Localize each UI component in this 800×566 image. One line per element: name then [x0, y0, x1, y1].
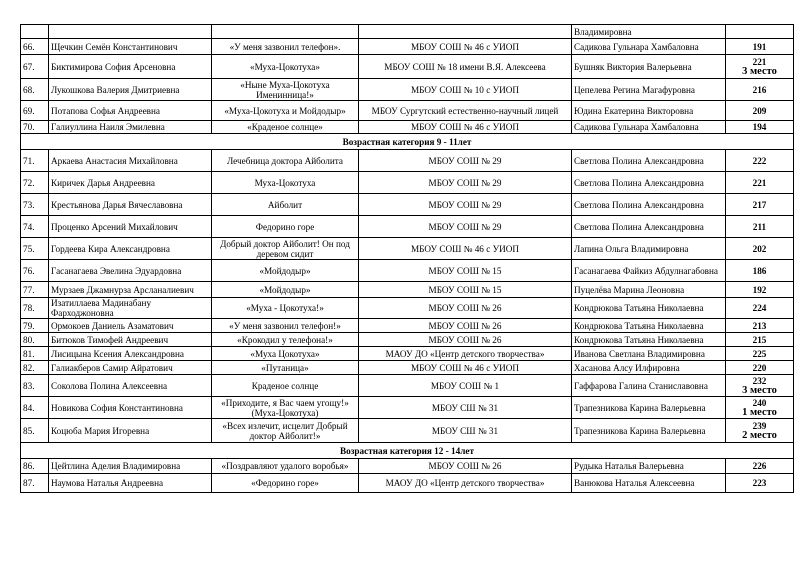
cell-teacher: Светлова Полина Александровна — [572, 150, 726, 172]
score-value: 221 — [752, 56, 767, 67]
cell-work-title: «Путаница» — [212, 361, 359, 375]
cell-score — [726, 260, 794, 282]
cell-number: 77. — [21, 282, 49, 298]
cell-school: МБОУ СОШ № 26 — [359, 319, 572, 333]
cell-teacher: Кондрюкова Татьяна Николаевна — [572, 333, 726, 347]
age-category-heading: Возрастная категория 12 - 14лет — [21, 443, 794, 459]
score-value: 213 — [752, 320, 767, 331]
cell-number: 78. — [21, 298, 49, 319]
cell-number: 73. — [21, 194, 49, 216]
cell-number: 71. — [21, 150, 49, 172]
cell-name: Лукошкова Валерия Дмитриевна — [49, 79, 212, 101]
cell-score — [726, 419, 794, 443]
cell-score — [726, 25, 794, 39]
participant-row — [21, 298, 794, 319]
cell-score — [726, 459, 794, 474]
participant-row — [21, 474, 794, 493]
score-value: 224 — [752, 303, 767, 313]
cell-teacher: Кондрюкова Татьяна Николаевна — [572, 298, 726, 319]
cell-teacher: Бушняк Виктория Валерьевна — [572, 55, 726, 79]
participant-row — [21, 459, 794, 474]
cell-name: Лисицына Ксения Александровна — [49, 347, 212, 361]
cell-work-title: «Крокодил у телефона!» — [212, 333, 359, 347]
cell-school: МБОУ СОШ № 26 — [359, 459, 572, 474]
cell-work-title: Добрый доктор Айболит! Он под деревом сидит — [212, 238, 359, 260]
cell-number: 67. — [21, 55, 49, 79]
score-value: 217 — [752, 199, 767, 210]
continuation-row — [21, 25, 794, 39]
cell-school: МБОУ СОШ № 29 — [359, 194, 572, 216]
cell-work-title: «Федорино горе» — [212, 474, 359, 493]
participant-row — [21, 333, 794, 347]
cell-work-title: «Мойдодыр» — [212, 260, 359, 282]
cell-school: МБОУ Сургутский естественно-научный лицей — [359, 101, 572, 121]
participant-row — [21, 260, 794, 282]
participant-row — [21, 172, 794, 194]
cell-score — [726, 172, 794, 194]
cell-work-title: «Ныне Муха-Цокотуха Именинница!» — [212, 79, 359, 101]
cell-school: МАОУ ДО «Центр детского творчества» — [359, 474, 572, 493]
score-value: 223 — [752, 478, 767, 488]
score-value: 225 — [752, 348, 767, 359]
participant-row — [21, 397, 794, 419]
participant-row — [21, 319, 794, 333]
category-header-row — [21, 134, 794, 150]
cell-work-title: Муха-Цокотуха — [212, 172, 359, 194]
cell-school: МБОУ СОШ № 10 с УИОП — [359, 79, 572, 101]
cell-work-title: Лечебница доктора Айболита — [212, 150, 359, 172]
cell-name: Галиуллина Наиля Эмилевна — [49, 121, 212, 134]
cell-work-title: «Поздравляют удалого воробья» — [212, 459, 359, 474]
cell-score — [726, 319, 794, 333]
participant-row — [21, 150, 794, 172]
cell-number: 66. — [21, 39, 49, 55]
cell-score — [726, 216, 794, 238]
cell-number: 72. — [21, 172, 49, 194]
cell-number: 76. — [21, 260, 49, 282]
cell-teacher: Гасанагаева Файкиз Абдулнагабовна — [572, 260, 726, 282]
participant-row — [21, 361, 794, 375]
cell-school: МБОУ СОШ № 15 — [359, 260, 572, 282]
cell-work-title: «Приходите, я Вас чаем угощу!» (Муха-Цокотуха) — [212, 397, 359, 419]
cell-number: 69. — [21, 101, 49, 121]
participant-row — [21, 121, 794, 134]
cell-school: МБОУ СОШ № 46 с УИОП — [359, 121, 572, 134]
cell-teacher: Светлова Полина Александровна — [572, 172, 726, 194]
cell-score — [726, 474, 794, 493]
participant-row — [21, 419, 794, 443]
cell-teacher: Лапина Ольга Владимировна — [572, 238, 726, 260]
cell-name: Новикова София Константиновна — [49, 397, 212, 419]
cell-school: МБОУ СОШ № 26 — [359, 333, 572, 347]
cell-number: 80. — [21, 333, 49, 347]
cell-school: МБОУ СОШ № 26 — [359, 298, 572, 319]
cell-name: Битюков Тимофей Андреевич — [49, 333, 212, 347]
cell-work-title — [212, 25, 359, 39]
cell-school: МБОУ СШ № 31 — [359, 397, 572, 419]
participant-row — [21, 216, 794, 238]
cell-work-title: «У меня зазвонил телефон». — [212, 39, 359, 55]
cell-teacher: Трапезникова Карина Валерьевна — [572, 397, 726, 419]
cell-name: Гасанагаева Эвелина Эдуардовна — [49, 260, 212, 282]
cell-work-title: Айболит — [212, 194, 359, 216]
results-table — [20, 24, 794, 493]
cell-name: Изатиллаева Мадинабану Фарходжоновна — [49, 298, 212, 319]
cell-school: МБОУ СОШ № 18 имени В.Я. Алексеева — [359, 55, 572, 79]
cell-teacher: Хасанова Алсу Илфировна — [572, 361, 726, 375]
cell-score — [726, 397, 794, 419]
cell-work-title: Федорино горе — [212, 216, 359, 238]
cell-score — [726, 238, 794, 260]
cell-teacher: Садикова Гульнара Хамбаловна — [572, 121, 726, 134]
cell-number: 81. — [21, 347, 49, 361]
cell-school: МБОУ СОШ № 46 с УИОП — [359, 361, 572, 375]
cell-teacher: Светлова Полина Александровна — [572, 194, 726, 216]
score-value: 222 — [752, 155, 767, 166]
cell-score — [726, 375, 794, 397]
cell-teacher: Цепелева Регина Магафуровна — [572, 79, 726, 101]
cell-name: Аркаева Анастасия Михайловна — [49, 150, 212, 172]
cell-work-title: Краденое солнце — [212, 375, 359, 397]
score-value: 192 — [752, 284, 767, 295]
cell-number: 70. — [21, 121, 49, 134]
cell-number: 85. — [21, 419, 49, 443]
score-value: 239 — [752, 420, 767, 431]
category-header-row — [21, 443, 794, 459]
cell-number: 84. — [21, 397, 49, 419]
cell-teacher: Кондрюкова Татьяна Николаевна — [572, 319, 726, 333]
score-value: 211 — [752, 221, 767, 232]
cell-teacher: Трапезникова Карина Валерьевна — [572, 419, 726, 443]
place-award: 1 место — [742, 406, 777, 418]
score-value: 216 — [752, 84, 767, 95]
participant-row — [21, 375, 794, 397]
cell-number: 87. — [21, 474, 49, 493]
cell-name: Мурзаев Джамнурза Арсланалиевич — [49, 282, 212, 298]
cell-teacher: Юдина Екатерина Викторовна — [572, 101, 726, 121]
participant-row — [21, 282, 794, 298]
cell-name: Наумова Наталья Андреевна — [49, 474, 212, 493]
cell-teacher: Пуцелёва Марина Леоновна — [572, 282, 726, 298]
score-value: 232 — [752, 375, 767, 386]
participant-row — [21, 101, 794, 121]
cell-school — [359, 25, 572, 39]
cell-work-title: «Муха-Цокотуха» — [212, 55, 359, 79]
score-value: 220 — [752, 362, 767, 373]
cell-name — [49, 25, 212, 39]
score-value: 186 — [752, 265, 767, 276]
cell-score — [726, 333, 794, 347]
score-value: 226 — [752, 461, 767, 471]
cell-teacher: Ванюкова Наталья Алексеевна — [572, 474, 726, 493]
cell-school: МБОУ СШ № 31 — [359, 419, 572, 443]
cell-school: МБОУ СОШ № 15 — [359, 282, 572, 298]
cell-work-title: «Муха-Цокотуха и Мойдодыр» — [212, 101, 359, 121]
cell-name: Киричек Дарья Андреевна — [49, 172, 212, 194]
score-value: 202 — [752, 243, 767, 254]
cell-score — [726, 150, 794, 172]
cell-school: МБОУ СОШ № 46 с УИОП — [359, 39, 572, 55]
cell-work-title: «У меня зазвонил телефон!» — [212, 319, 359, 333]
participant-row — [21, 79, 794, 101]
participant-row — [21, 238, 794, 260]
cell-name: Крестьянова Дарья Вячеславовна — [49, 194, 212, 216]
cell-school: МБОУ СОШ № 1 — [359, 375, 572, 397]
participant-row — [21, 194, 794, 216]
cell-name: Биктимирова София Арсеновна — [49, 55, 212, 79]
cell-score — [726, 79, 794, 101]
cell-teacher: Светлова Полина Александровна — [572, 216, 726, 238]
cell-number: 75. — [21, 238, 49, 260]
cell-number — [21, 25, 49, 39]
cell-name: Ормокоев Даниель Азаматович — [49, 319, 212, 333]
cell-name: Цейтлина Аделия Владимировна — [49, 459, 212, 474]
cell-score — [726, 39, 794, 55]
cell-score — [726, 282, 794, 298]
place-award: 3 место — [742, 384, 777, 396]
cell-score — [726, 298, 794, 319]
score-value: 209 — [752, 105, 767, 116]
cell-school: МБОУ СОШ № 46 с УИОП — [359, 238, 572, 260]
age-category-heading: Возрастная категория 9 - 11лет — [21, 134, 794, 150]
cell-name: Щечкин Семён Константинович — [49, 39, 212, 55]
cell-teacher: Иванова Светлана Владимировна — [572, 347, 726, 361]
cell-number: 68. — [21, 79, 49, 101]
cell-name: Галиакберов Самир Айратович — [49, 361, 212, 375]
cell-name: Коцюба Мария Игоревна — [49, 419, 212, 443]
cell-number: 83. — [21, 375, 49, 397]
score-value: 194 — [752, 122, 767, 132]
cell-school: МАОУ ДО «Центр детского творчества» — [359, 347, 572, 361]
score-value: 240 — [752, 397, 767, 408]
cell-score — [726, 361, 794, 375]
cell-work-title: «Всех излечит, исцелит Добрый доктор Айболит!» — [212, 419, 359, 443]
cell-teacher: Рудыка Наталья Валерьевна — [572, 459, 726, 474]
cell-score — [726, 101, 794, 121]
cell-teacher: Владимировна — [572, 25, 726, 39]
score-value: 221 — [752, 177, 767, 188]
cell-work-title: «Краденое солнце» — [212, 121, 359, 134]
cell-number: 82. — [21, 361, 49, 375]
cell-score — [726, 55, 794, 79]
score-value: 191 — [752, 41, 767, 52]
cell-teacher: Гаффарова Галина Станиславовна — [572, 375, 726, 397]
cell-name: Гордеева Кира Александровна — [49, 238, 212, 260]
cell-name: Проценко Арсений Михайлович — [49, 216, 212, 238]
cell-score — [726, 194, 794, 216]
cell-school: МБОУ СОШ № 29 — [359, 150, 572, 172]
score-value: 215 — [752, 334, 767, 345]
cell-work-title: «Муха Цокотуха» — [212, 347, 359, 361]
cell-number: 79. — [21, 319, 49, 333]
cell-name: Соколова Полина Алексеевна — [49, 375, 212, 397]
results-table-body — [21, 25, 794, 493]
cell-score — [726, 121, 794, 134]
cell-school: МБОУ СОШ № 29 — [359, 216, 572, 238]
cell-work-title: «Мойдодыр» — [212, 282, 359, 298]
place-award: 3 место — [742, 65, 777, 77]
participant-row — [21, 55, 794, 79]
cell-name: Потапова Софья Андреевна — [49, 101, 212, 121]
cell-number: 74. — [21, 216, 49, 238]
cell-school: МБОУ СОШ № 29 — [359, 172, 572, 194]
participant-row — [21, 39, 794, 55]
cell-number: 86. — [21, 459, 49, 474]
cell-score — [726, 347, 794, 361]
cell-work-title: «Муха - Цокотуха!» — [212, 298, 359, 319]
participant-row — [21, 347, 794, 361]
place-award: 2 место — [742, 429, 777, 441]
cell-teacher: Садикова Гульнара Хамбаловна — [572, 39, 726, 55]
